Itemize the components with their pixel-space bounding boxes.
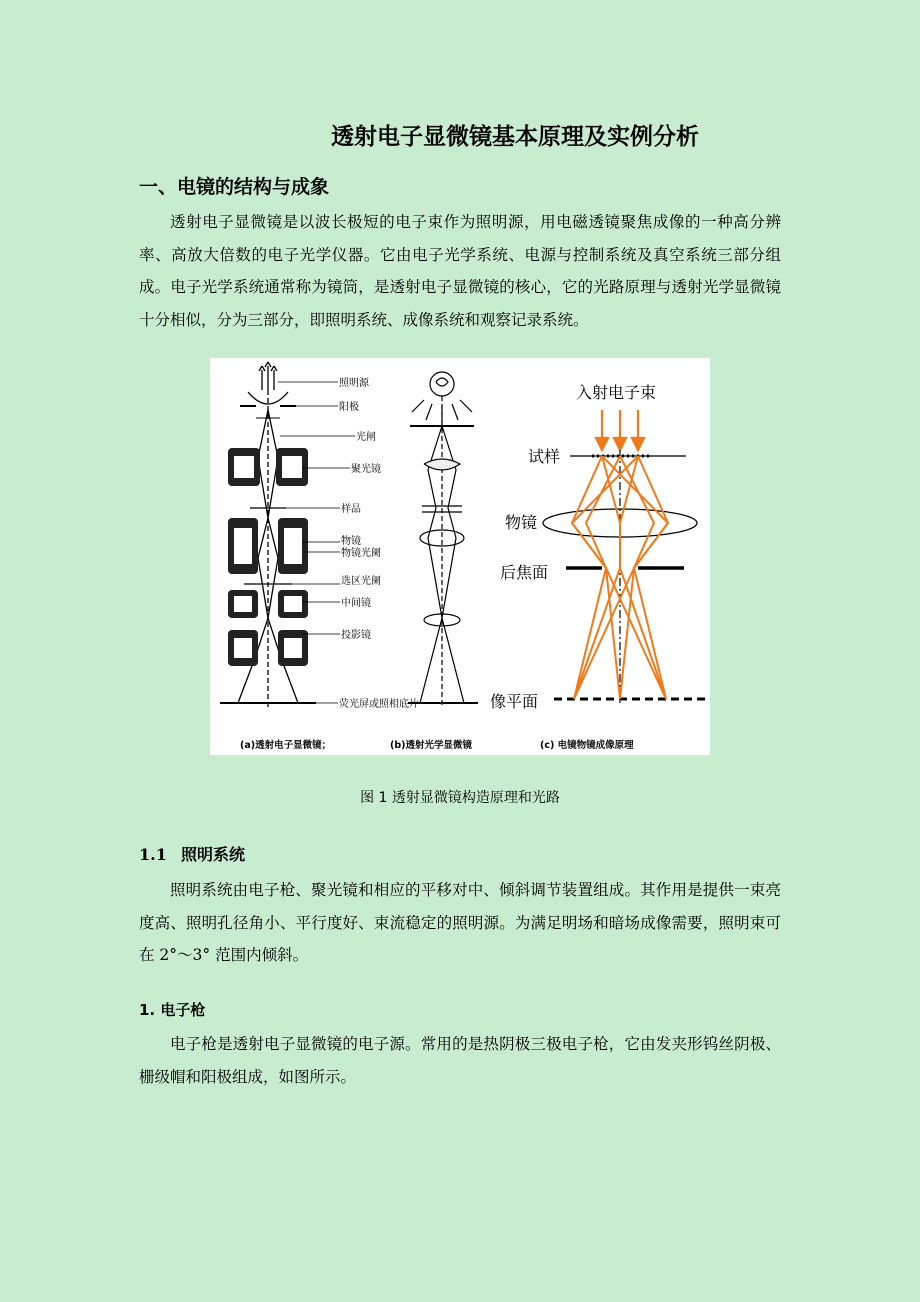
section-heading: 一、电镜的结构与成象 [139,176,330,198]
label-objective: 物镜 [341,536,361,547]
label-incident-beam: 入射电子束 [576,383,657,402]
label-shutter: 光闸 [356,432,376,443]
caption-a: (a)透射电子显微镜； [240,740,332,751]
illumination-paragraph: 照明系统由电子枪、聚光镜和相应的平移对中、倾斜调节装置组成。其作用是提供一束亮度高、照明孔径角小、平行度好、束流稳定的照明源。为满足明场和暗场成像需要，照明束可在 2°～3° 范围内倾斜。 [139,881,781,964]
label-illumination-source: 照明源 [339,378,369,389]
subsection-title: 照明系统 [181,845,246,864]
microscope-diagram [210,358,710,755]
label-condenser: 聚光镜 [351,464,381,475]
caption-c: (c) 电镜物镜成像原理 [540,740,634,751]
subsection-number: 1.1 [139,845,167,864]
item-heading: 1. 电子枪 [139,1001,206,1019]
figure-caption: 图 1 透射显微镜构造原理和光路 [360,790,560,806]
subsection-heading [139,842,245,865]
label-anode: 阳极 [339,402,359,413]
label-sample: 样品 [341,504,361,515]
microscope-figure [210,358,710,755]
label-selected-area-aperture: 选区光阑 [341,576,381,587]
electron-gun-paragraph: 电子枪是透射电子显微镜的电子源。常用的是热阴极三极电子枪，它由发夹形钨丝阴极、栅级帽和阳极组成，如图所示。 [139,1035,781,1086]
intro-paragraph: 透射电子显微镜是以波长极短的电子束作为照明源，用电磁透镜聚焦成像的一种高分辨率、高放大倍数的电子光学仪器。它由电子光学系统、电源与控制系统及真空系统三部分组成。电子光学系统通常称为镜筒，是透射电子显微镜的核心，它的光路原理与透射光学显微镜十分相似，分为三部分，即照明系统、成像系统和观察记录系统。 [139,213,781,329]
label-screen: 荧光屏或照相底片 [339,699,419,710]
label-back-focal-plane: 后焦面 [500,563,549,582]
label-objective-aperture: 物镜光阑 [341,548,381,559]
label-objective-lens: 物镜 [505,513,538,532]
document-title: 透射电子显微镜基本原理及实例分析 [331,124,699,150]
label-intermediate-lens: 中间镜 [341,598,371,609]
label-specimen: 试样 [528,447,561,466]
label-projector-lens: 投影镜 [341,630,371,641]
label-image-plane: 像平面 [490,692,539,711]
caption-b: (b)透射光学显微镜 [390,740,472,751]
